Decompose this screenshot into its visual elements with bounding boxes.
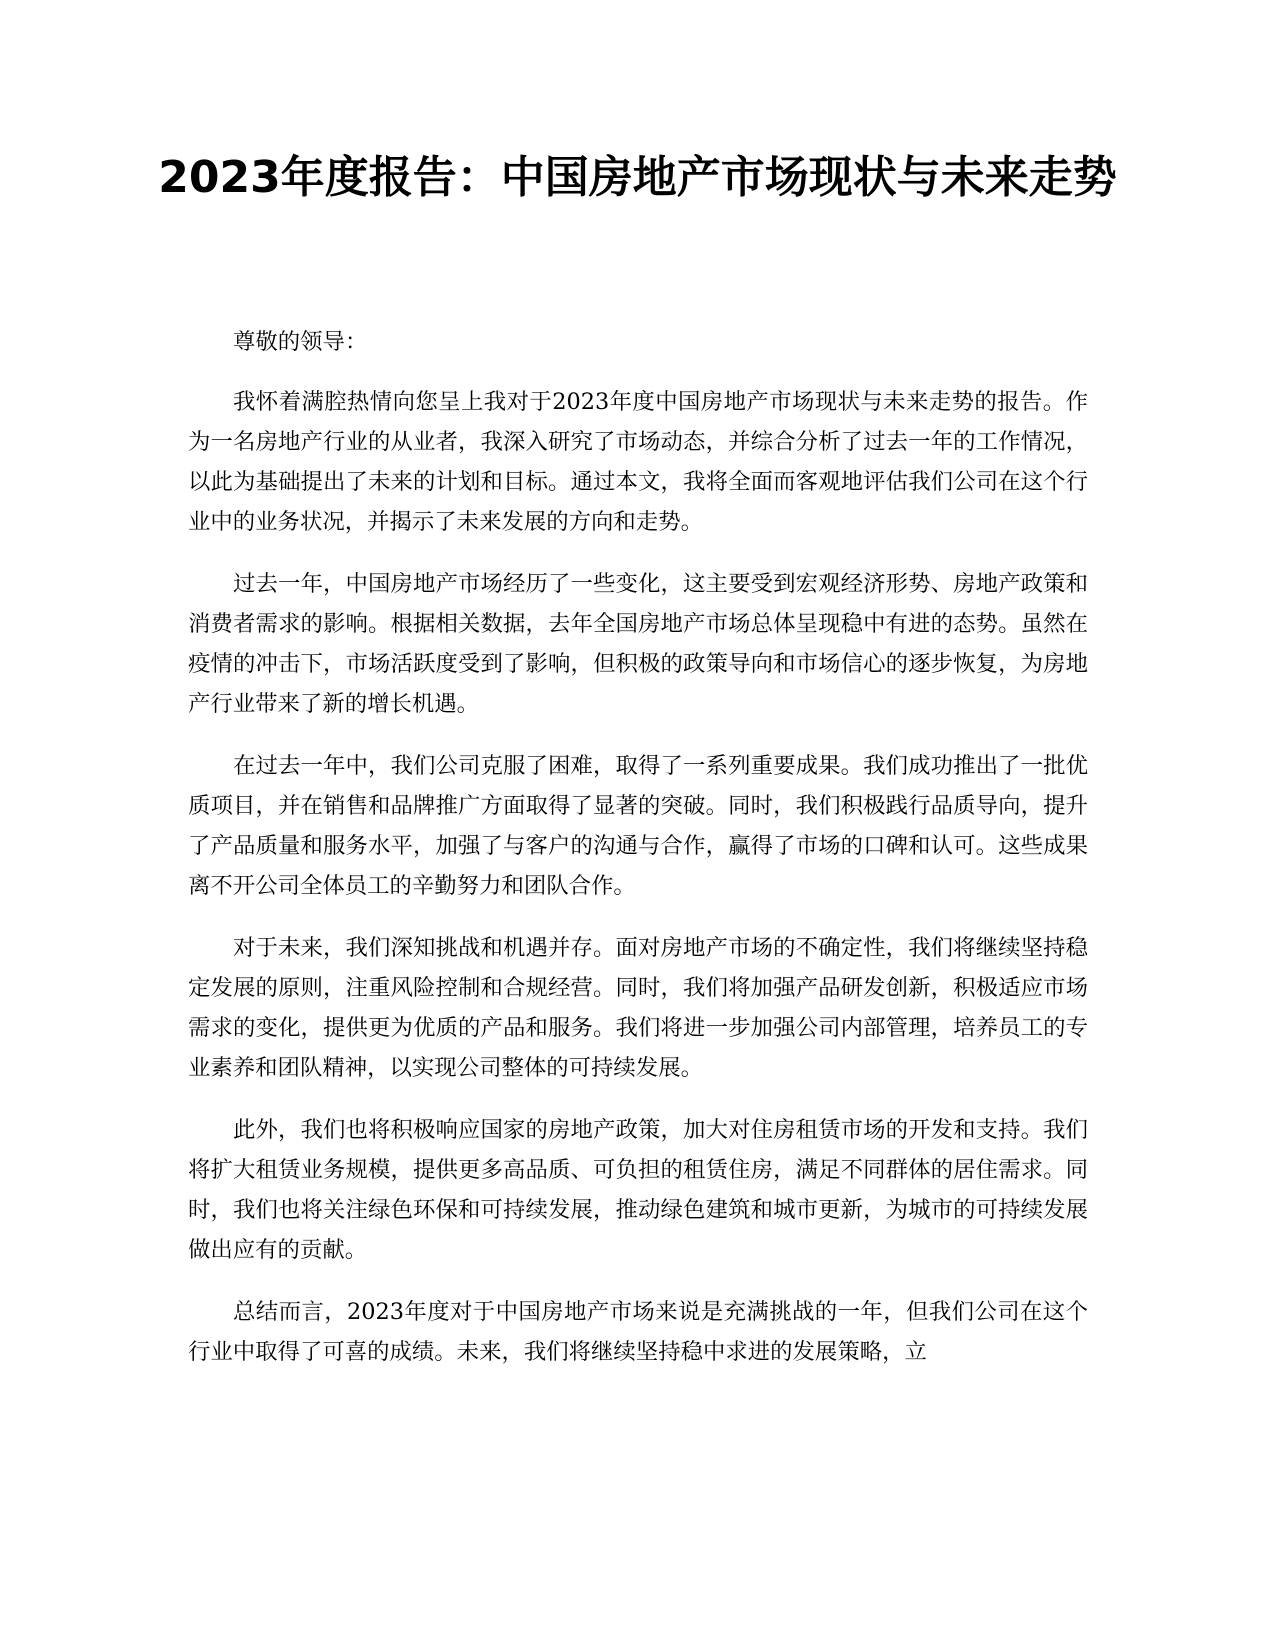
paragraph-company-achievements: 在过去一年中，我们公司克服了困难，取得了一系列重要成果。我们成功推出了一批优质项目，并在销售和品牌推广方面取得了显著的突破。同时，我们积极践行品质导向，提升了产品质量和服务水平，加强了与客户的沟通与合作，赢得了市场的口碑和认可。这些成果离不开公司全体员工的辛勤努力和团队合作。 bbox=[188, 753, 1088, 899]
paragraph-intro: 我怀着满腔热情向您呈上我对于2023年度中国房地产市场现状与未来走势的报告。作为一名房地产行业的从业者，我深入研究了市场动态，并综合分析了过去一年的工作情况，以此为基础提出了未来的计划和目标。通过本文，我将全面而客观地评估我们公司在这个行业中的业务状况，并揭示了未来发展的方向和走势。 bbox=[188, 389, 1088, 535]
paragraph-summary: 总结而言，2023年度对于中国房地产市场来说是充满挑战的一年，但我们公司在这个行业中取得了可喜的成绩。未来，我们将继续坚持稳中求进的发展策略，立 bbox=[188, 1299, 1088, 1365]
document-title: 2023年度报告：中国房地产市场现状与未来走势 bbox=[158, 152, 1117, 203]
document-body bbox=[188, 322, 1088, 1394]
paragraph-market-review: 过去一年，中国房地产市场经历了一些变化，这主要受到宏观经济形势、房地产政策和消费者需求的影响。根据相关数据，去年全国房地产市场总体呈现稳中有进的态势。虽然在疫情的冲击下，市场活跃度受到了影响，但积极的政策导向和市场信心的逐步恢复，为房地产行业带来了新的增长机遇。 bbox=[188, 571, 1088, 717]
salutation: 尊敬的领导： bbox=[233, 329, 368, 355]
paragraph-future-plans: 对于未来，我们深知挑战和机遇并存。面对房地产市场的不确定性，我们将继续坚持稳定发展的原则，注重风险控制和合规经营。同时，我们将加强产品研发创新，积极适应市场需求的变化，提供更为优质的产品和服务。我们将进一步加强公司内部管理，培养员工的专业素养和团队精神，以实现公司整体的可持续发展。 bbox=[188, 935, 1088, 1081]
paragraph-policy-response: 此外，我们也将积极响应国家的房地产政策，加大对住房租赁市场的开发和支持。我们将扩大租赁业务规模，提供更多高品质、可负担的租赁住房，满足不同群体的居住需求。同时，我们也将关注绿色环保和可持续发展，推动绿色建筑和城市更新，为城市的可持续发展做出应有的贡献。 bbox=[188, 1117, 1088, 1263]
